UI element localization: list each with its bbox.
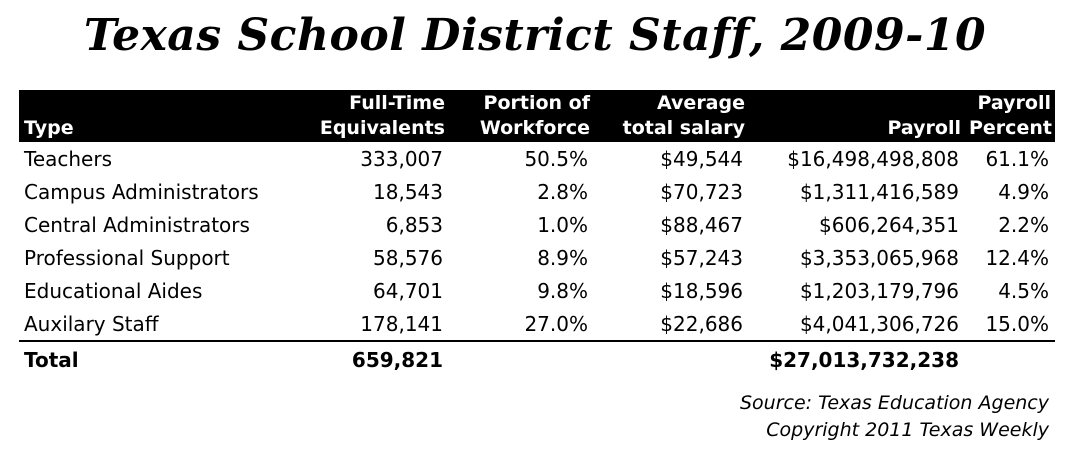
header-line1: Portion of bbox=[483, 92, 590, 114]
cell-payroll-percent: 12.4% bbox=[985, 245, 1049, 270]
cell-portion: 27.0% bbox=[524, 311, 588, 336]
cell-portion: 9.8% bbox=[537, 278, 588, 303]
total-portion bbox=[449, 341, 594, 378]
header-payroll bbox=[749, 90, 965, 142]
header-line2: Percent bbox=[969, 117, 1052, 139]
header-portion bbox=[449, 90, 594, 142]
table-header bbox=[19, 90, 1055, 142]
header-type bbox=[19, 90, 299, 142]
cell-payroll: $606,264,351 bbox=[819, 212, 959, 237]
total-avg-salary bbox=[594, 341, 749, 378]
cell-payroll-percent: 61.1% bbox=[985, 146, 1049, 171]
total-payroll-percent bbox=[965, 341, 1055, 378]
staff-table bbox=[19, 90, 1055, 378]
cell-avg-salary: $70,723 bbox=[660, 179, 743, 204]
total-fte: 659,821 bbox=[299, 341, 449, 378]
cell-avg-salary: $57,243 bbox=[660, 245, 743, 270]
cell-portion: 2.8% bbox=[537, 179, 588, 204]
header-fte bbox=[299, 90, 449, 142]
page-title: Texas School District Staff, 2009-10 bbox=[83, 10, 987, 61]
cell-avg-salary: $88,467 bbox=[660, 212, 743, 237]
cell-type: Campus Administrators bbox=[24, 179, 259, 204]
header-line2: total salary bbox=[622, 117, 745, 139]
header-payroll-percent bbox=[965, 90, 1055, 142]
header-line1: Average bbox=[657, 92, 745, 114]
total-row bbox=[19, 341, 1055, 378]
cell-payroll-percent: 4.9% bbox=[998, 179, 1049, 204]
header-line2: Payroll bbox=[887, 117, 961, 139]
header-line1 bbox=[753, 91, 961, 116]
cell-avg-salary: $18,596 bbox=[660, 278, 743, 303]
cell-fte: 64,701 bbox=[373, 278, 443, 303]
header-line1: Payroll bbox=[977, 92, 1051, 114]
cell-payroll: $1,311,416,589 bbox=[799, 179, 959, 204]
header-avg-salary bbox=[594, 90, 749, 142]
cell-fte: 58,576 bbox=[373, 245, 443, 270]
cell-portion: 1.0% bbox=[537, 212, 588, 237]
table-footer bbox=[19, 341, 1055, 378]
cell-portion: 50.5% bbox=[524, 146, 588, 171]
table-row bbox=[19, 142, 1055, 175]
table-row bbox=[19, 208, 1055, 241]
cell-type: Professional Support bbox=[24, 245, 230, 270]
cell-payroll: $3,353,065,968 bbox=[799, 245, 959, 270]
cell-fte: 333,007 bbox=[360, 146, 443, 171]
header-line1 bbox=[24, 91, 295, 116]
cell-payroll: $16,498,498,808 bbox=[787, 146, 959, 171]
cell-type: Teachers bbox=[24, 146, 112, 171]
total-payroll: $27,013,732,238 bbox=[749, 341, 965, 378]
table-row bbox=[19, 307, 1055, 341]
cell-payroll-percent: 4.5% bbox=[998, 278, 1049, 303]
source-note bbox=[740, 390, 1049, 444]
cell-fte: 6,853 bbox=[385, 212, 443, 237]
cell-portion: 8.9% bbox=[537, 245, 588, 270]
table-row bbox=[19, 175, 1055, 208]
cell-type: Auxilary Staff bbox=[24, 311, 159, 336]
table-row bbox=[19, 274, 1055, 307]
table-row bbox=[19, 241, 1055, 274]
cell-type: Central Administrators bbox=[24, 212, 250, 237]
header-row bbox=[19, 90, 1055, 142]
cell-payroll-percent: 2.2% bbox=[998, 212, 1049, 237]
header-line2: Equivalents bbox=[319, 117, 445, 139]
header-line1: Full-Time bbox=[349, 92, 445, 114]
table-body bbox=[19, 142, 1055, 341]
total-label: Total bbox=[19, 341, 299, 378]
cell-avg-salary: $49,544 bbox=[660, 146, 743, 171]
cell-fte: 178,141 bbox=[360, 311, 443, 336]
cell-avg-salary: $22,686 bbox=[660, 311, 743, 336]
cell-payroll: $1,203,179,796 bbox=[799, 278, 959, 303]
header-line2: Type bbox=[24, 117, 74, 139]
copyright-text: Copyright 2011 Texas Weekly bbox=[766, 419, 1049, 441]
cell-type: Educational Aides bbox=[24, 278, 203, 303]
header-line2: Workforce bbox=[479, 117, 590, 139]
cell-fte: 18,543 bbox=[373, 179, 443, 204]
source-text: Source: Texas Education Agency bbox=[739, 392, 1049, 414]
cell-payroll: $4,041,306,726 bbox=[799, 311, 959, 336]
cell-payroll-percent: 15.0% bbox=[985, 311, 1049, 336]
